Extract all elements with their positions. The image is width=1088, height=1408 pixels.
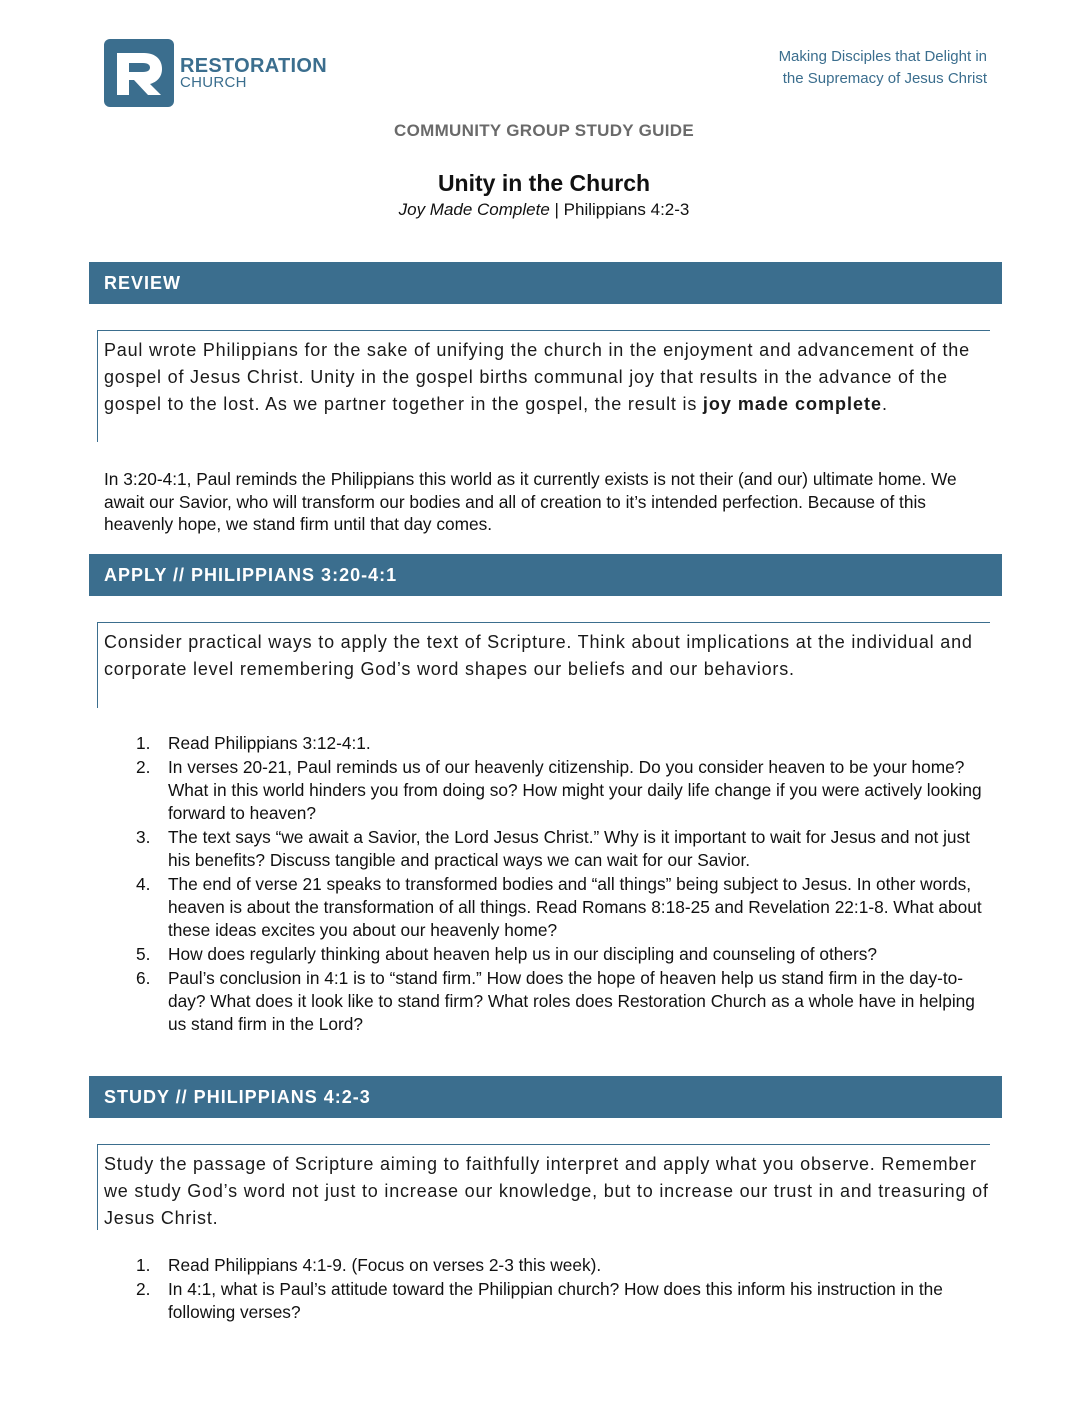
list-item: 1. Read Philippians 4:1-9. (Focus on verses 2-3 this week). (136, 1255, 602, 1275)
list-item: 2. In 4:1, what is Paul’s attitude toward the Philippian church? How does this inform his instruction in the following verses? (136, 1279, 943, 1322)
review-heading: REVIEW (89, 262, 1002, 304)
tagline-line-2: the Supremacy of Jesus Christ (782, 70, 987, 87)
review-callout-end: . (881, 394, 888, 414)
list-item: 3. The text says “we await a Savior, the Lord Jesus Christ.” Why is it important to wait for Jesus and not just his benefits? Discuss tangible and practical ways we can wait for our Savior. (136, 827, 970, 870)
review-callout-bold: joy made complete (702, 394, 882, 414)
apply-heading: APPLY // PHILIPPIANS 3:20-4:1 (89, 554, 1002, 596)
apply-callout: Consider practical ways to apply the text of Scripture. Think about implications at the individual and corporate level remembering God’s word shapes our beliefs and our behaviors. (97, 622, 990, 708)
logo-subname: CHURCH (180, 74, 247, 91)
church-logo (104, 39, 327, 107)
review-callout (97, 330, 990, 442)
tagline-line-1: Making Disciples that Delight in (778, 48, 987, 65)
review-paragraph: In 3:20-4:1, Paul reminds the Philippians this world as it currently exists is not their (and our) ultimate home. We await our Savior, who will transform our bodies and all of creation to it’s intended perfection. Because of this heavenly hope, we stand firm until that day comes. (104, 469, 957, 534)
list-item: 4. The end of verse 21 speaks to transformed bodies and “all things” being subject to Jesus. In other words, heaven is about the transformation of all things. Read Romans 8:18-25 and Revelation 22:1-8. What about these ideas excites you about our heavenly home? (136, 874, 982, 940)
study-heading: STUDY // PHILIPPIANS 4:2-3 (89, 1076, 1002, 1118)
apply-question-list (104, 732, 994, 1037)
list-item: 2. In verses 20-21, Paul reminds us of our heavenly citizenship. Do you consider heaven to be your home? What in this world hinders you from doing so? How might your daily life change if you were actively looking forward to heaven? (136, 757, 982, 823)
list-item: 1. Read Philippians 3:12-4:1. (136, 733, 371, 753)
r-logo-icon (104, 39, 174, 107)
passage-reference: Philippians 4:2-3 (563, 200, 690, 219)
review-callout-text: Paul wrote Philippians for the sake of unifying the church in the enjoyment and advancement of the gospel of Jesus Christ. Unity in the gospel births communal joy that results in the advance of the gospel to the lost. As we partner together in the gospel, the result is (104, 340, 970, 414)
page-title: Unity in the Church (437, 170, 651, 196)
tagline (779, 46, 987, 90)
list-item: 6. Paul’s conclusion in 4:1 is to “stand firm.” How does the hope of heaven help us stand firm in the day-to-day? What does it look like to stand firm? What roles does Restoration Church as a whole have in helping us stand firm in the Lord? (136, 968, 975, 1034)
study-callout: Study the passage of Scripture aiming to faithfully interpret and apply what you observe. Remember we study God’s word not just to increase our knowledge, but to increase our trust in and treasuring of Jesus Christ. (97, 1144, 990, 1230)
subtitle-separator: | (549, 200, 564, 219)
list-item: 5. How does regularly thinking about heaven help us in our discipling and counseling of others? (136, 944, 877, 964)
logo-name: RESTORATION (180, 55, 328, 77)
series-name: Joy Made Complete (398, 200, 550, 219)
guide-title: COMMUNITY GROUP STUDY GUIDE (394, 121, 694, 140)
study-question-list (104, 1254, 994, 1325)
page-subtitle (0, 200, 1088, 220)
